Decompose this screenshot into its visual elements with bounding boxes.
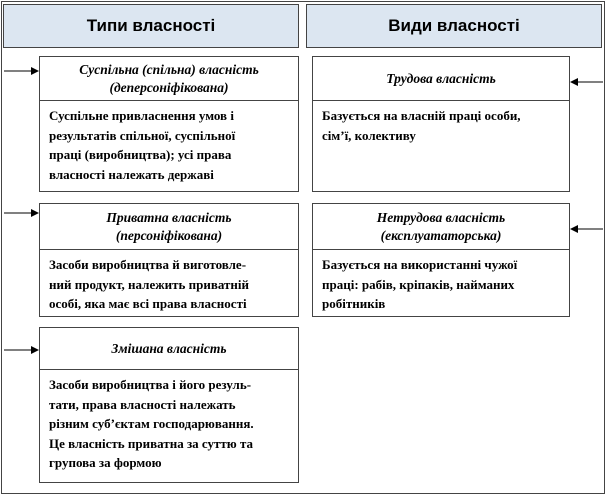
box-private-title-line: (персоніфікована) [115, 227, 223, 243]
header-kinds-label: Види власності [388, 16, 520, 35]
box-social-body-line: власності належать державі [49, 166, 214, 182]
box-mixed-title-line: Змішана власність [111, 340, 227, 356]
box-mixed-body-line: групова за формою [49, 455, 162, 470]
box-mixed-body-line: різним суб’єктам господарювання. [49, 416, 254, 431]
box-nonlabor-body-line: Базується на використанні чужої [322, 257, 518, 272]
box-private-body-line: Засоби виробництва й виготовле- [49, 257, 247, 272]
box-labor-title-line: Трудова власність [386, 70, 496, 86]
box-labor-body-line: Базується на власній праці особи, [322, 108, 521, 123]
box-labor-body-line: сім’ї, колективу [322, 127, 416, 143]
header-types-label: Типи власності [86, 16, 216, 35]
box-private-body-line: особі, яка має всі права власності [49, 296, 247, 311]
box-social-title-line: (деперсоніфікована) [109, 79, 229, 95]
box-nonlabor-title-line: Нетрудова власність [376, 209, 506, 225]
box-private-title-line: Приватна власність [106, 209, 232, 225]
box-nonlabor-body-line: праці: рабів, кріпаків, найманих [322, 276, 515, 292]
box-social-body-line: результатів спільної, суспільної [49, 127, 236, 143]
box-social-body-line: Суспільне привласнення умов і [49, 108, 234, 123]
box-social-title-line: Суспільна (спільна) власність [79, 61, 259, 77]
box-mixed-body-line: тати, права власності належать [49, 396, 236, 412]
box-mixed-body-line: Засоби виробництва і його резуль- [49, 377, 252, 392]
box-nonlabor-body-line: робітників [322, 296, 386, 311]
box-mixed-body-line: Це власність приватна за суттю та [49, 435, 254, 451]
box-nonlabor-title-line: (експлуататорська) [380, 227, 502, 243]
box-social-body-line: праці (виробництва); усі права [49, 147, 232, 162]
box-private-body-line: ний продукт, належить приватній [49, 276, 250, 292]
